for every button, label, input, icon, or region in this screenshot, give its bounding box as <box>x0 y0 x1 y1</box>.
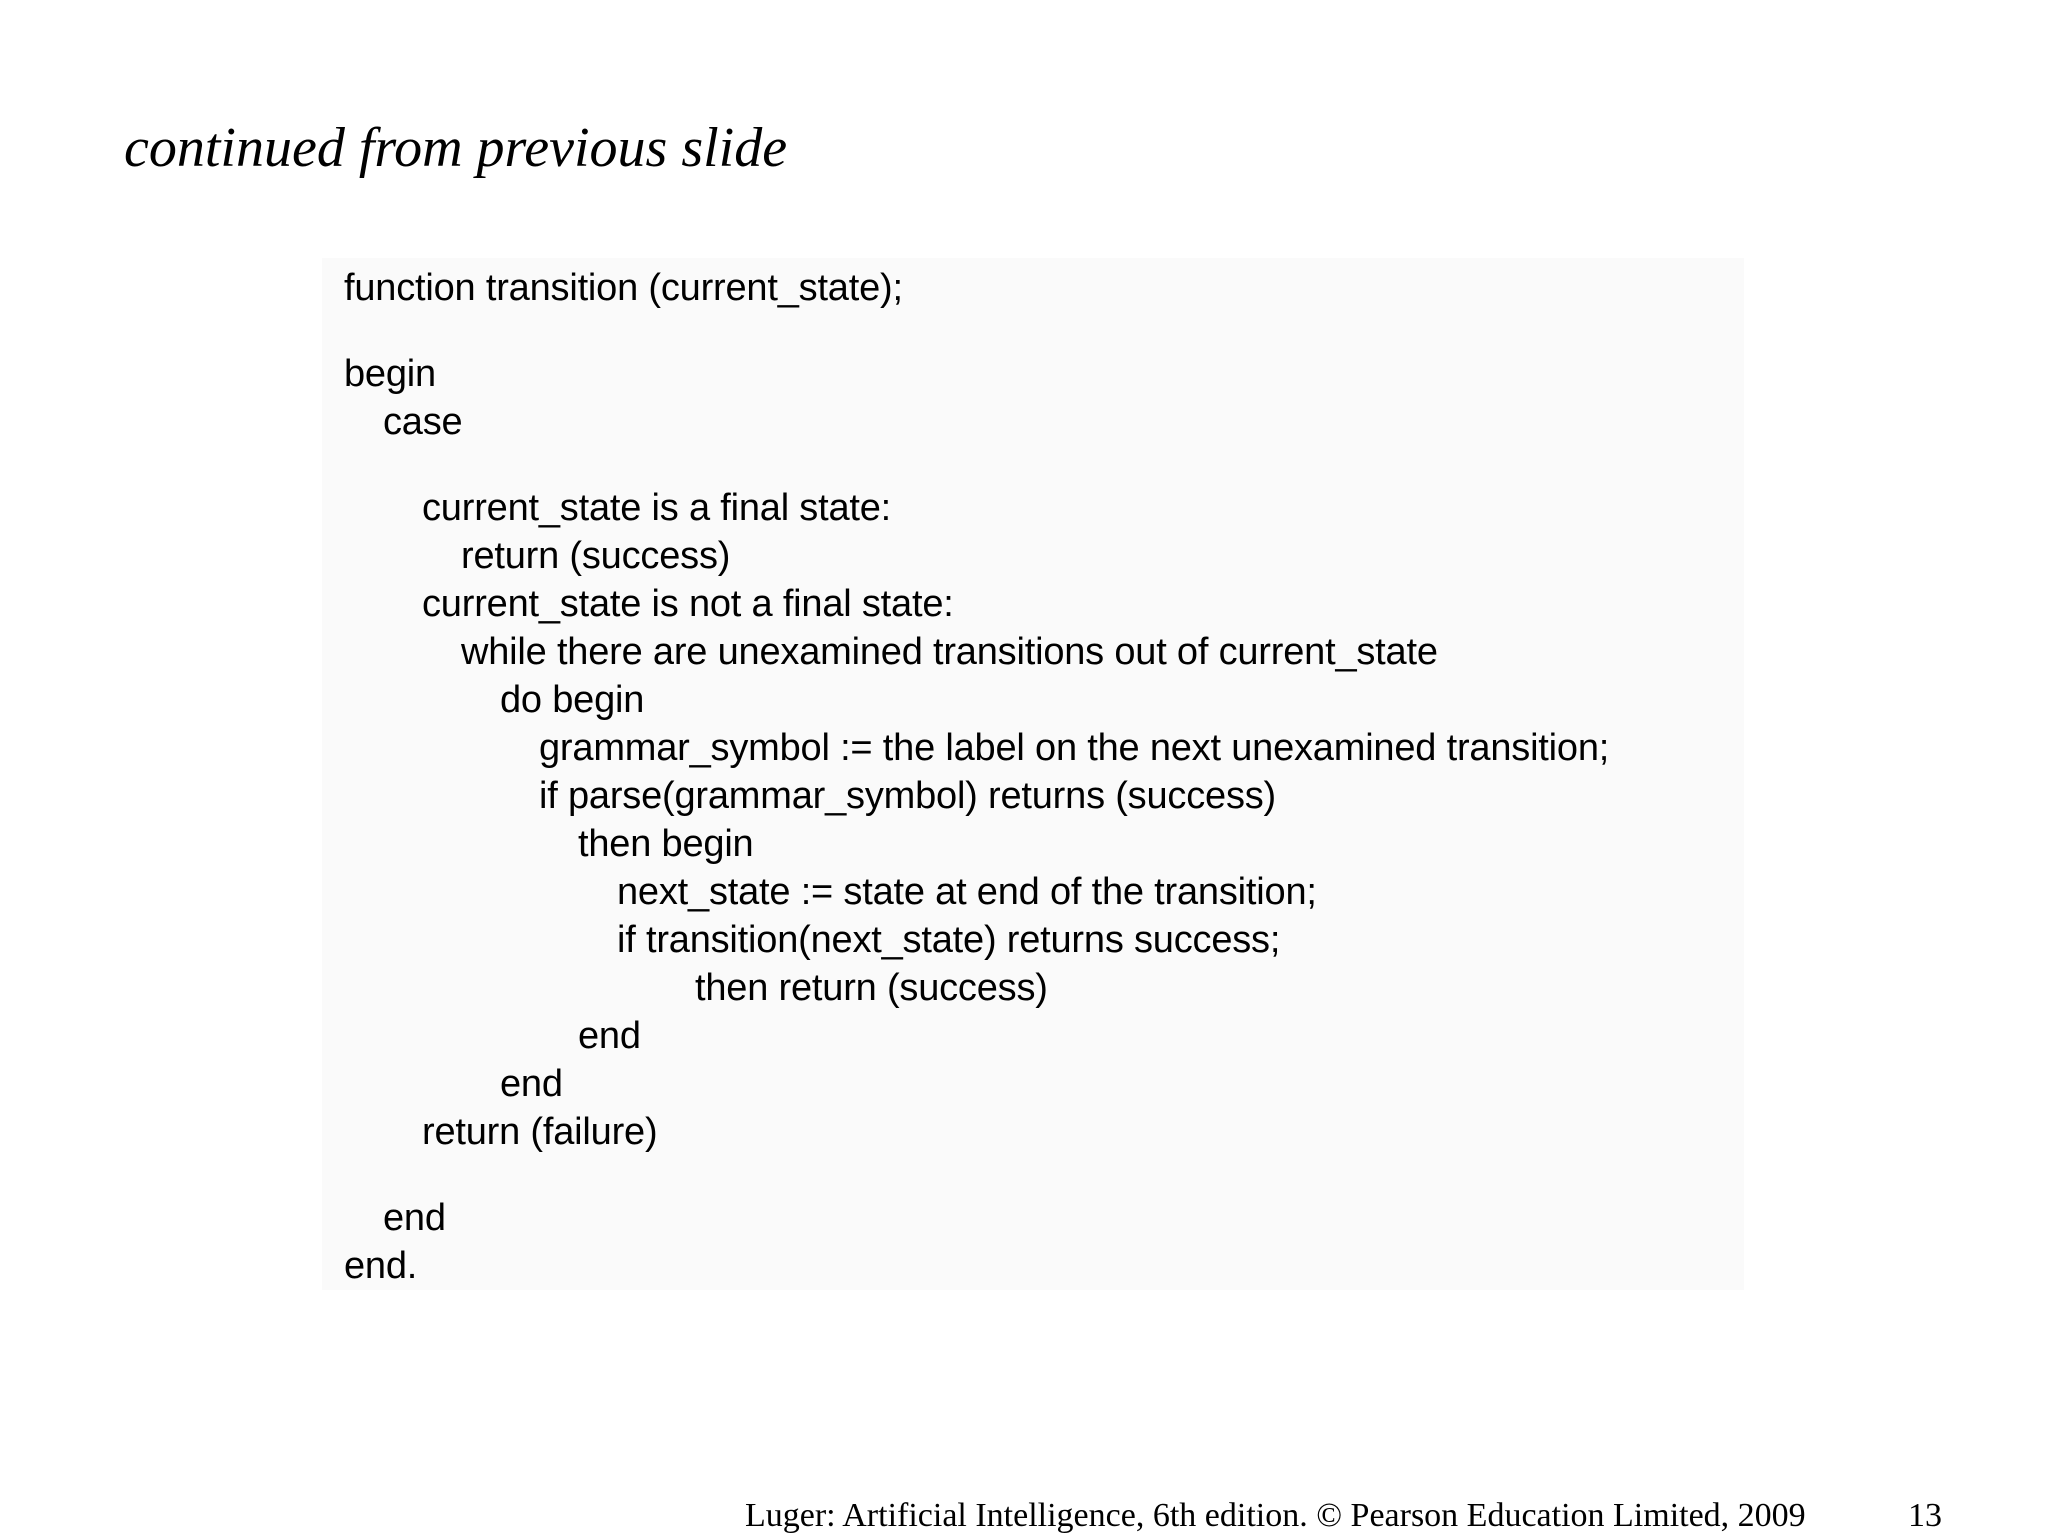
code-line: if transition(next_state) returns success; <box>617 919 1281 961</box>
code-line: current_state is a final state: <box>422 487 892 529</box>
code-line: end <box>500 1063 563 1105</box>
slide-title: continued from previous slide <box>124 117 788 179</box>
code-line: then return (success) <box>695 967 1048 1009</box>
code-line: if parse(grammar_symbol) returns (success) <box>539 775 1276 817</box>
code-line: then begin <box>578 823 754 865</box>
page-number: 13 <box>1908 1497 1942 1534</box>
code-line: next_state := state at end of the transition; <box>617 871 1317 913</box>
code-line: end <box>383 1197 446 1239</box>
code-line: return (failure) <box>422 1111 658 1153</box>
code-line: case <box>383 401 463 443</box>
code-line: function transition (current_state); <box>344 267 903 309</box>
code-line: begin <box>344 353 436 395</box>
code-line: return (success) <box>461 535 731 577</box>
code-line: do begin <box>500 679 645 721</box>
code-line: current_state is not a final state: <box>422 583 954 625</box>
code-line: end <box>578 1015 641 1057</box>
footer-credit: Luger: Artificial Intelligence, 6th edition. © Pearson Education Limited, 2009 <box>745 1497 1806 1534</box>
code-line: end. <box>344 1245 418 1287</box>
code-line: grammar_symbol := the label on the next unexamined transition; <box>539 727 1610 769</box>
code-line: while there are unexamined transitions out of current_state <box>461 631 1438 673</box>
code-panel <box>322 258 1744 1290</box>
